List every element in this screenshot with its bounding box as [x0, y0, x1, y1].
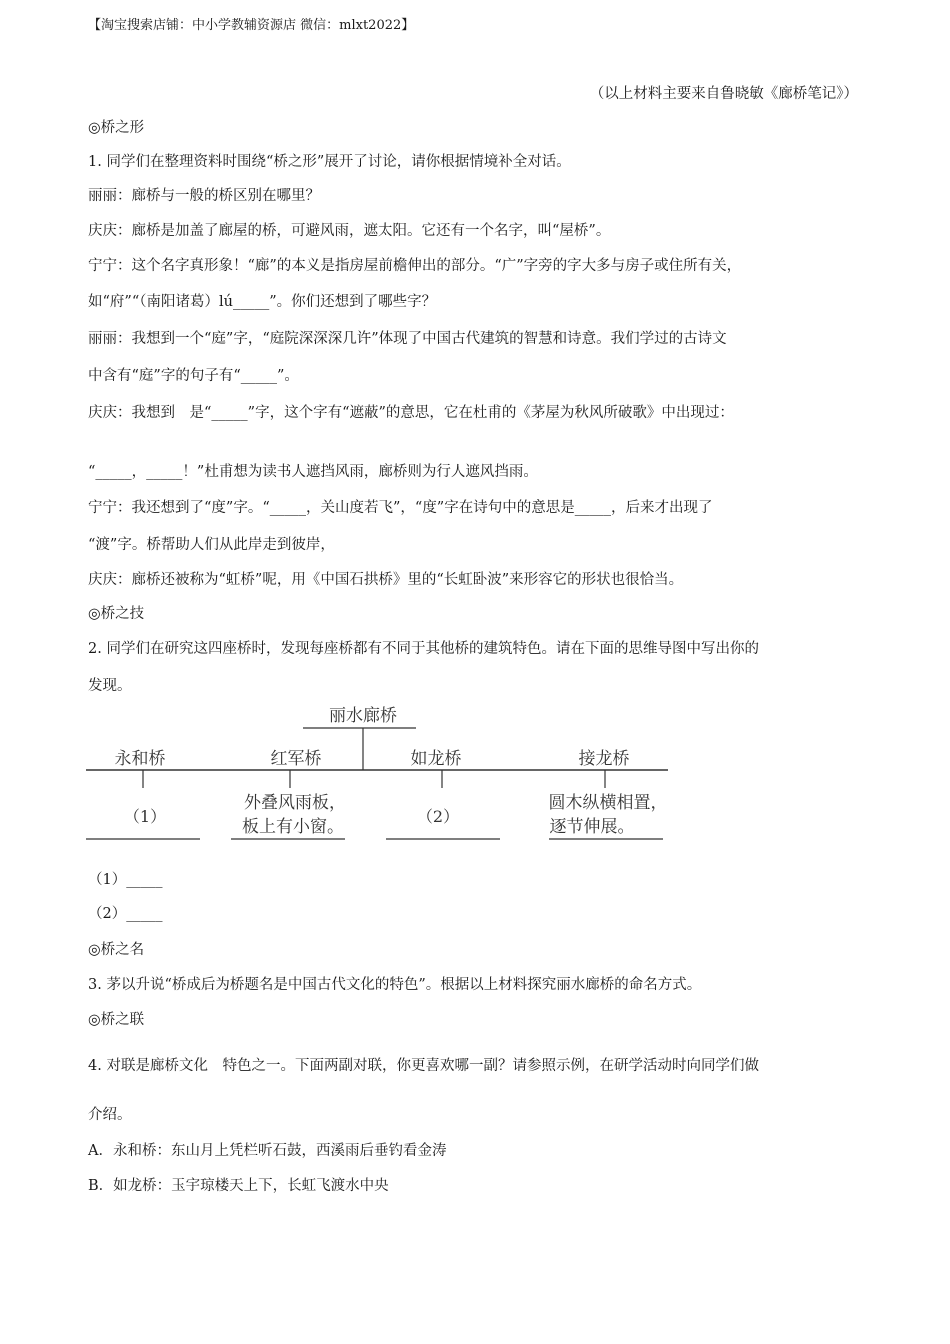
question-4: 4. 对联是廊桥文化 特色之一。下面两副对联，你更喜欢哪一副？请参照示例，在研学活动时向同学们做 — [88, 1058, 759, 1074]
section-heading-shape: ◎桥之形 — [88, 120, 145, 136]
dialog-line: 丽丽：廊桥与一般的桥区别在哪里？ — [88, 188, 320, 204]
page-header: 【淘宝搜索店铺：中小学教辅资源店 微信：mlxt2022】 — [88, 18, 415, 33]
blank-2-label: （2） — [416, 807, 460, 826]
jielong-feature-line2: 逐节伸展。 — [549, 817, 635, 837]
dialog-line: 丽丽：我想到一个“庭”字，“庭院深深深几许”体现了中国古代建筑的智慧和诗意。我们学过的古诗文 — [88, 331, 727, 347]
dialog-line: 中含有“庭”字的句子有“_____”。 — [88, 368, 299, 384]
question-2-cont: 发现。 — [88, 678, 132, 694]
dialog-line: 宁宁：这个名字真形象！“廊”的本义是指房屋前檐伸出的部分。“广”字旁的字大多与房子或住所有关， — [88, 258, 742, 274]
blank-1-label: （1） — [123, 807, 167, 826]
jielong-feature-line1: 圆木纵横相置， — [548, 793, 668, 813]
dialog-line: 如“府”“（南阳诸葛）lú_____”。你们还想到了哪些字？ — [88, 294, 437, 310]
section-heading-couplet: ◎桥之联 — [88, 1012, 145, 1028]
bridge-label-rulong: 如龙桥 — [410, 749, 462, 769]
answer-blank-1: （1）_____ — [88, 872, 163, 888]
section-heading-name: ◎桥之名 — [88, 942, 145, 958]
hongjun-feature-line2: 板上有小窗。 — [242, 817, 344, 837]
dialog-line: 庆庆：我想到 是“_____”字，这个字有“遮蔽”的意思，它在杜甫的《茅屋为秋风所破歌》中出现过： — [88, 405, 734, 421]
bridge-label-hongjun: 红军桥 — [270, 749, 322, 769]
dialog-line: 庆庆：廊桥是加盖了廊屋的桥，可避风雨，遮太阳。它还有一个名字，叫“屋桥”。 — [88, 223, 611, 239]
section-heading-technique: ◎桥之技 — [88, 606, 145, 622]
answer-blank-2: （2）_____ — [88, 906, 163, 922]
dialog-line: 宁宁：我还想到了“度”字。“_____，关山度若飞”，“度”字在诗句中的意思是_____，后来才出现了 — [88, 500, 713, 516]
hongjun-feature-line1: 外叠风雨板， — [244, 793, 346, 813]
couplet-option-a: A．永和桥：东山月上凭栏听石鼓，西溪雨后垂钓看金涛 — [88, 1143, 447, 1159]
source-note: （以上材料主要来自鲁晓敏《廊桥笔记》） — [589, 86, 858, 102]
dialog-line: “渡”字。桥帮助人们从此岸走到彼岸， — [88, 537, 335, 553]
question-2: 2. 同学们在研究这四座桥时，发现每座桥都有不同于其他桥的建筑特色。请在下面的思维导图中写出你的 — [88, 641, 759, 657]
question-4-cont: 介绍。 — [88, 1107, 132, 1123]
dialog-line: 庆庆：廊桥还被称为“虹桥”呢，用《中国石拱桥》里的“长虹卧波”来形容它的形状也很恰当。 — [88, 572, 684, 588]
question-3: 3. 茅以升说“桥成后为桥题名是中国古代文化的特色”。根据以上材料探究丽水廊桥的命名方式。 — [88, 977, 702, 993]
dialog-line: “_____，_____！”杜甫想为读书人遮挡风雨，廊桥则为行人遮风挡雨。 — [88, 464, 538, 480]
bridge-label-yonghe: 永和桥 — [114, 749, 166, 769]
couplet-option-b: B．如龙桥：玉宇琼楼天上下，长虹飞渡水中央 — [88, 1178, 389, 1194]
bridge-label-jielong: 接龙桥 — [578, 749, 630, 769]
mind-map-root: 丽水廊桥 — [329, 706, 397, 726]
question-1: 1. 同学们在整理资料时围绕“桥之形”展开了讨论，请你根据情境补全对话。 — [88, 154, 571, 170]
